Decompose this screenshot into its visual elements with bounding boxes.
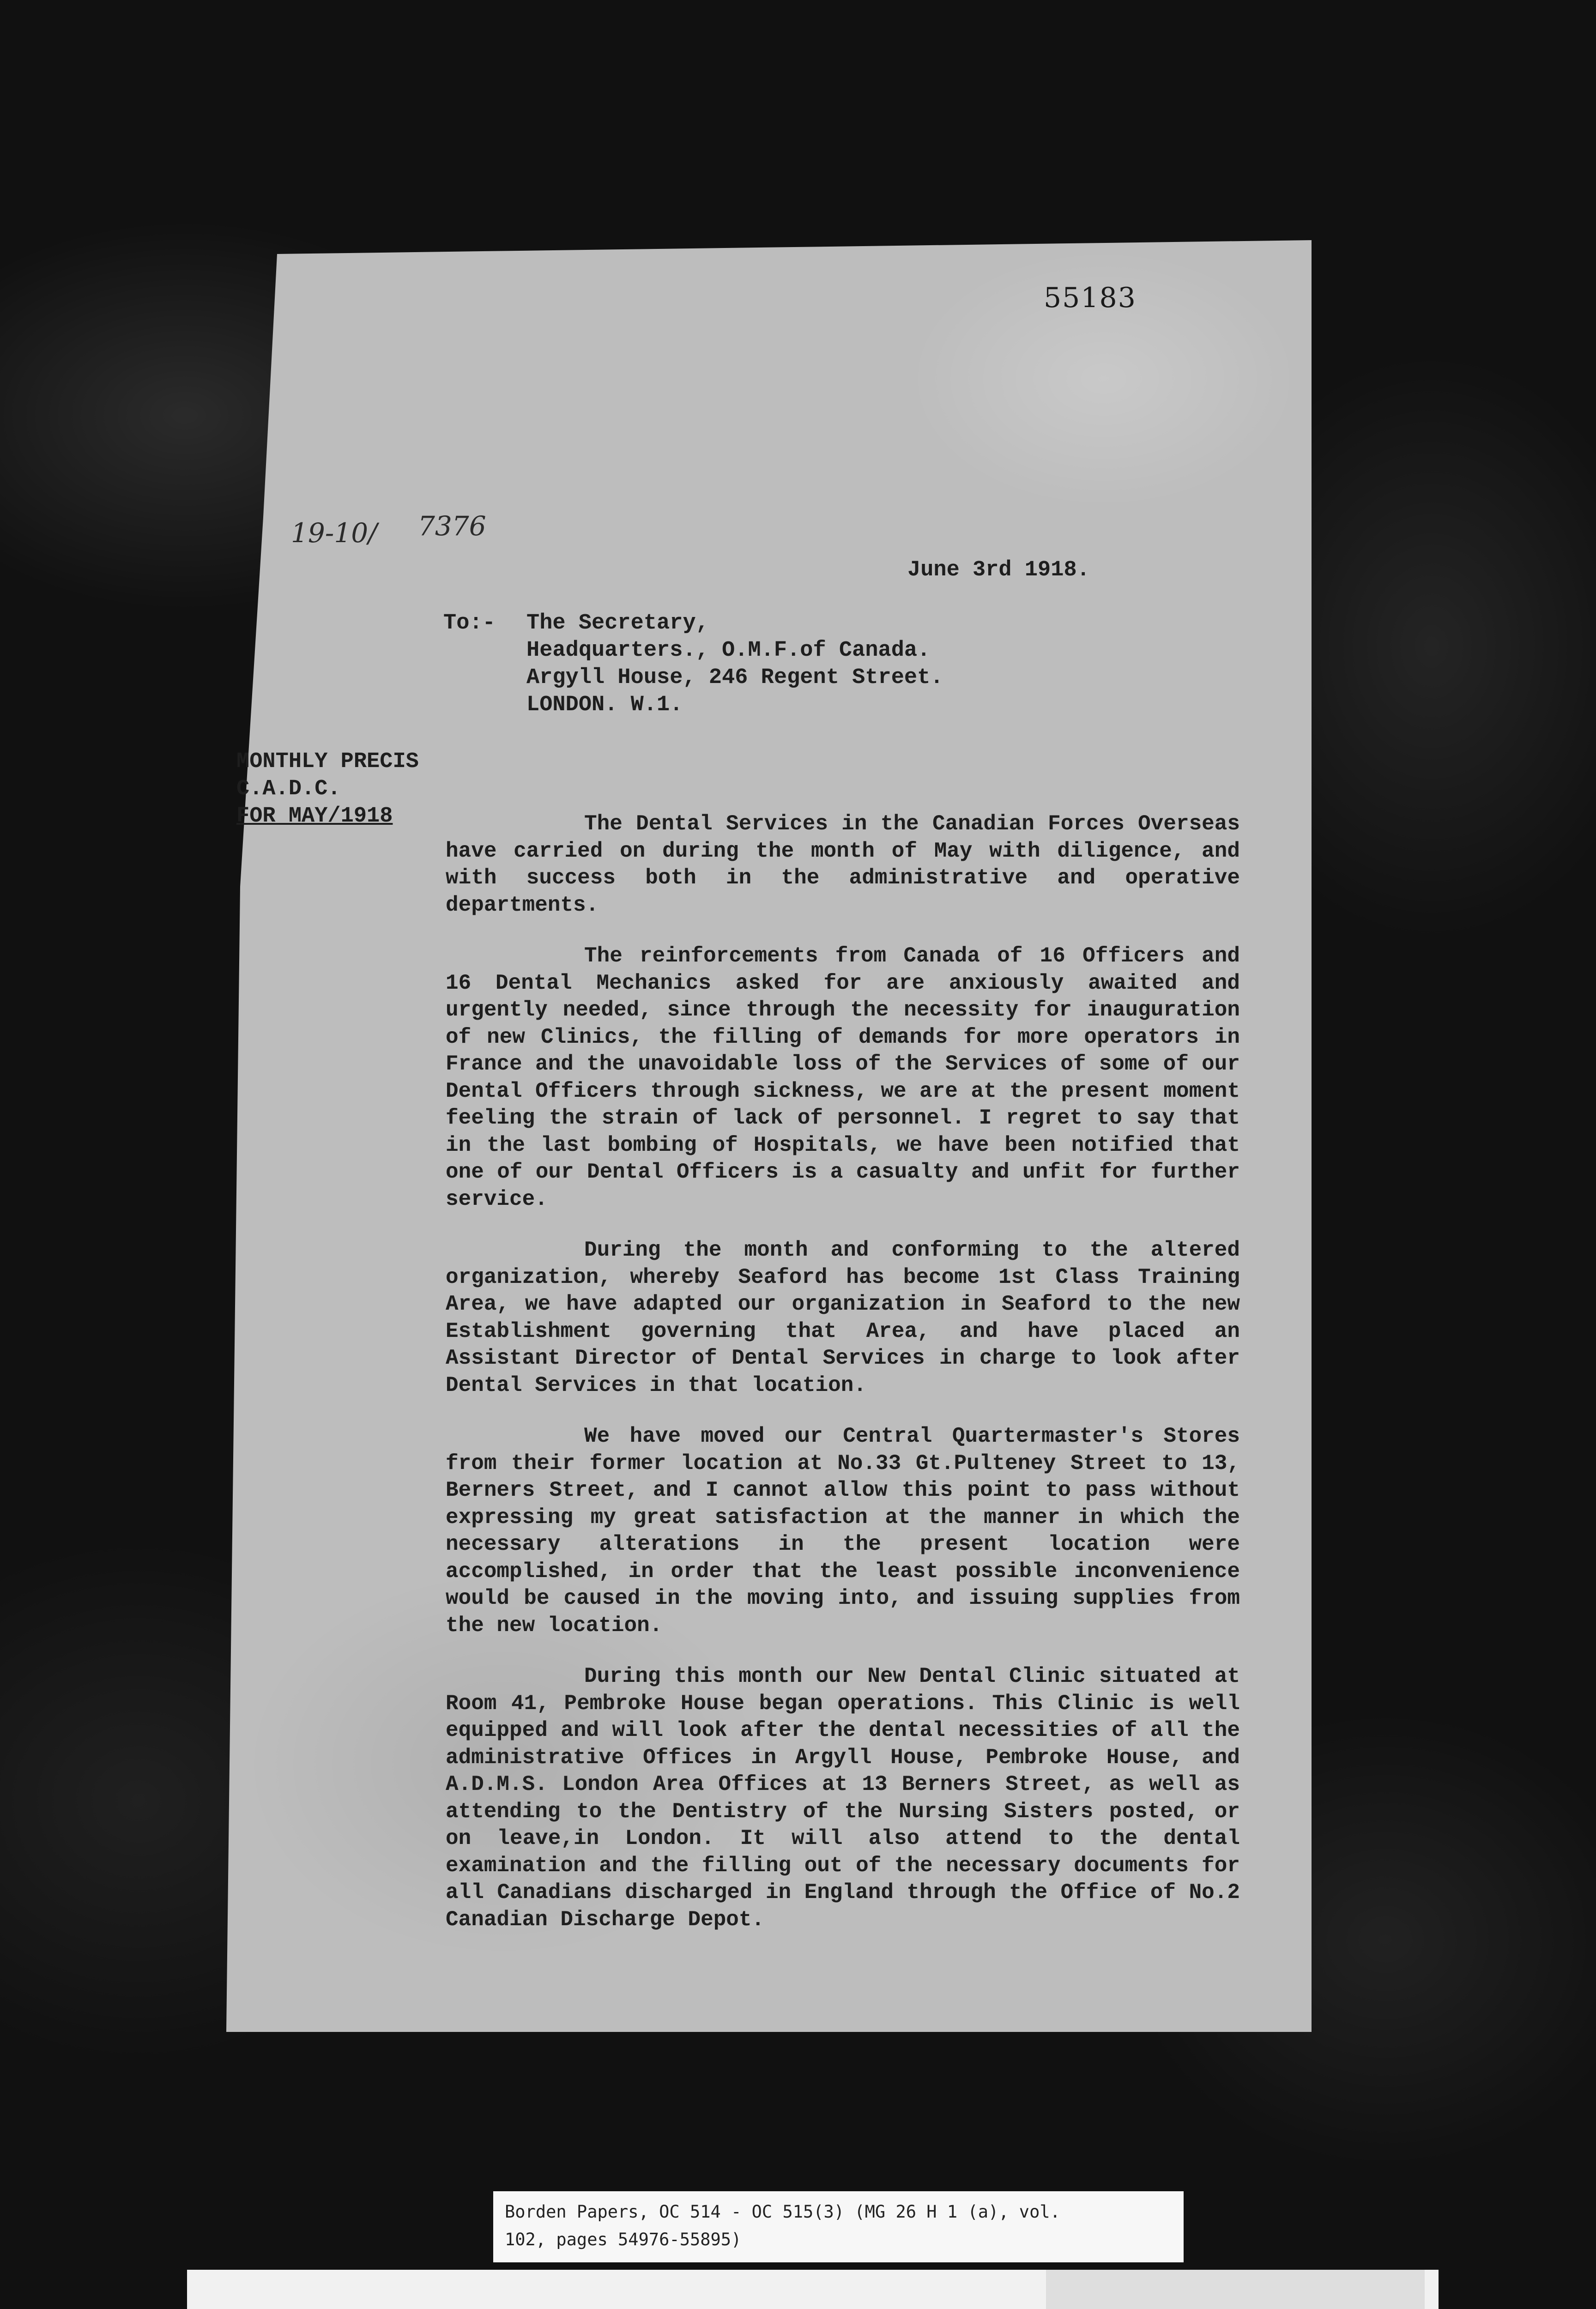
letter-date: June 3rd 1918.: [907, 558, 1090, 582]
paragraph: During this month our New Dental Clinic situated at Room 41, Pembroke House began operations. This Clinic is well equipped and will look after the dental necessities of all the administrative Offices in Argyll House, Pembroke House, and A.D.M.S. London Area Offices at 13 Berners Street, as well as attending to the Dentistry of the Nursing Sisters posted, or on leave,in London. It will also attend to the dental examination and the filling out of the necessary documents for all Canadians discharged in England through the Office of No.2 Canadian Discharge Depot.: [446, 1664, 1240, 1932]
document-number: 55183: [1044, 282, 1137, 314]
archive-label-line: Borden Papers, OC 514 - OC 515(3) (MG 26 H 1 (a), vol.: [505, 2202, 1060, 2222]
recipient-line: Headquarters., O.M.F.of Canada.: [526, 638, 931, 663]
letter-body: [446, 810, 1240, 1957]
tape-strip: [1046, 2270, 1425, 2309]
side-heading-line: MONTHLY PRECIS: [236, 750, 419, 774]
recipient-line: LONDON. W.1.: [526, 693, 683, 717]
handwritten-reference-a: 19-10/: [291, 517, 377, 549]
paragraph: We have moved our Central Quartermaster's Stores from their former location at No.33 Gt.Pulteney Street to 13, Berners Street, and I cannot allow this point to pass without expressing my great satisfaction at the manner in which the necessary alterations in the present location were accomplished, in order that the least possible inconvenience would be caused in the moving into, and issuing supplies from the new location.: [446, 1424, 1240, 1638]
side-heading-line: C.A.D.C.: [236, 777, 341, 801]
side-heading-line: FOR MAY/1918: [236, 804, 393, 828]
paragraph: The reinforcements from Canada of 16 Officers and 16 Dental Mechanics asked for are anxiously awaited and urgently needed, since through the necessity for inauguration of new Clinics, the filling of demands for more operators in France and the unavoidable loss of the Services of some of our Dental Officers through sickness, we are at the present moment feeling the strain of lack of personnel. I regret to say that in the last bombing of Hospitals, we have been notified that one of our Dental Officers is a casualty and unfit for further service.: [446, 944, 1240, 1211]
archive-label-line: 102, pages 54976-55895): [505, 2230, 742, 2249]
recipient-line: The Secretary,: [526, 611, 709, 635]
paragraph: The Dental Services in the Canadian Forces Overseas have carried on during the month of May with diligence, and with success both in the administrative and operative departments.: [446, 812, 1240, 917]
side-heading: [236, 748, 419, 830]
paragraph: During the month and conforming to the altered organization, whereby Seaford has become 1st Class Training Area, we have adapted our organization in Seaford to the new Establishment governing that Area, and have placed an Assistant Director of Dental Services in charge to look after Dental Services in that location.: [446, 1238, 1240, 1397]
recipient-line: Argyll House, 246 Regent Street.: [526, 665, 943, 690]
to-label: To:-: [443, 611, 496, 635]
archive-reference-label: [493, 2191, 1184, 2262]
handwritten-reference-b: 7376: [418, 510, 486, 542]
public-archives-stamp: [187, 2270, 1439, 2309]
recipient-address: [526, 610, 943, 719]
